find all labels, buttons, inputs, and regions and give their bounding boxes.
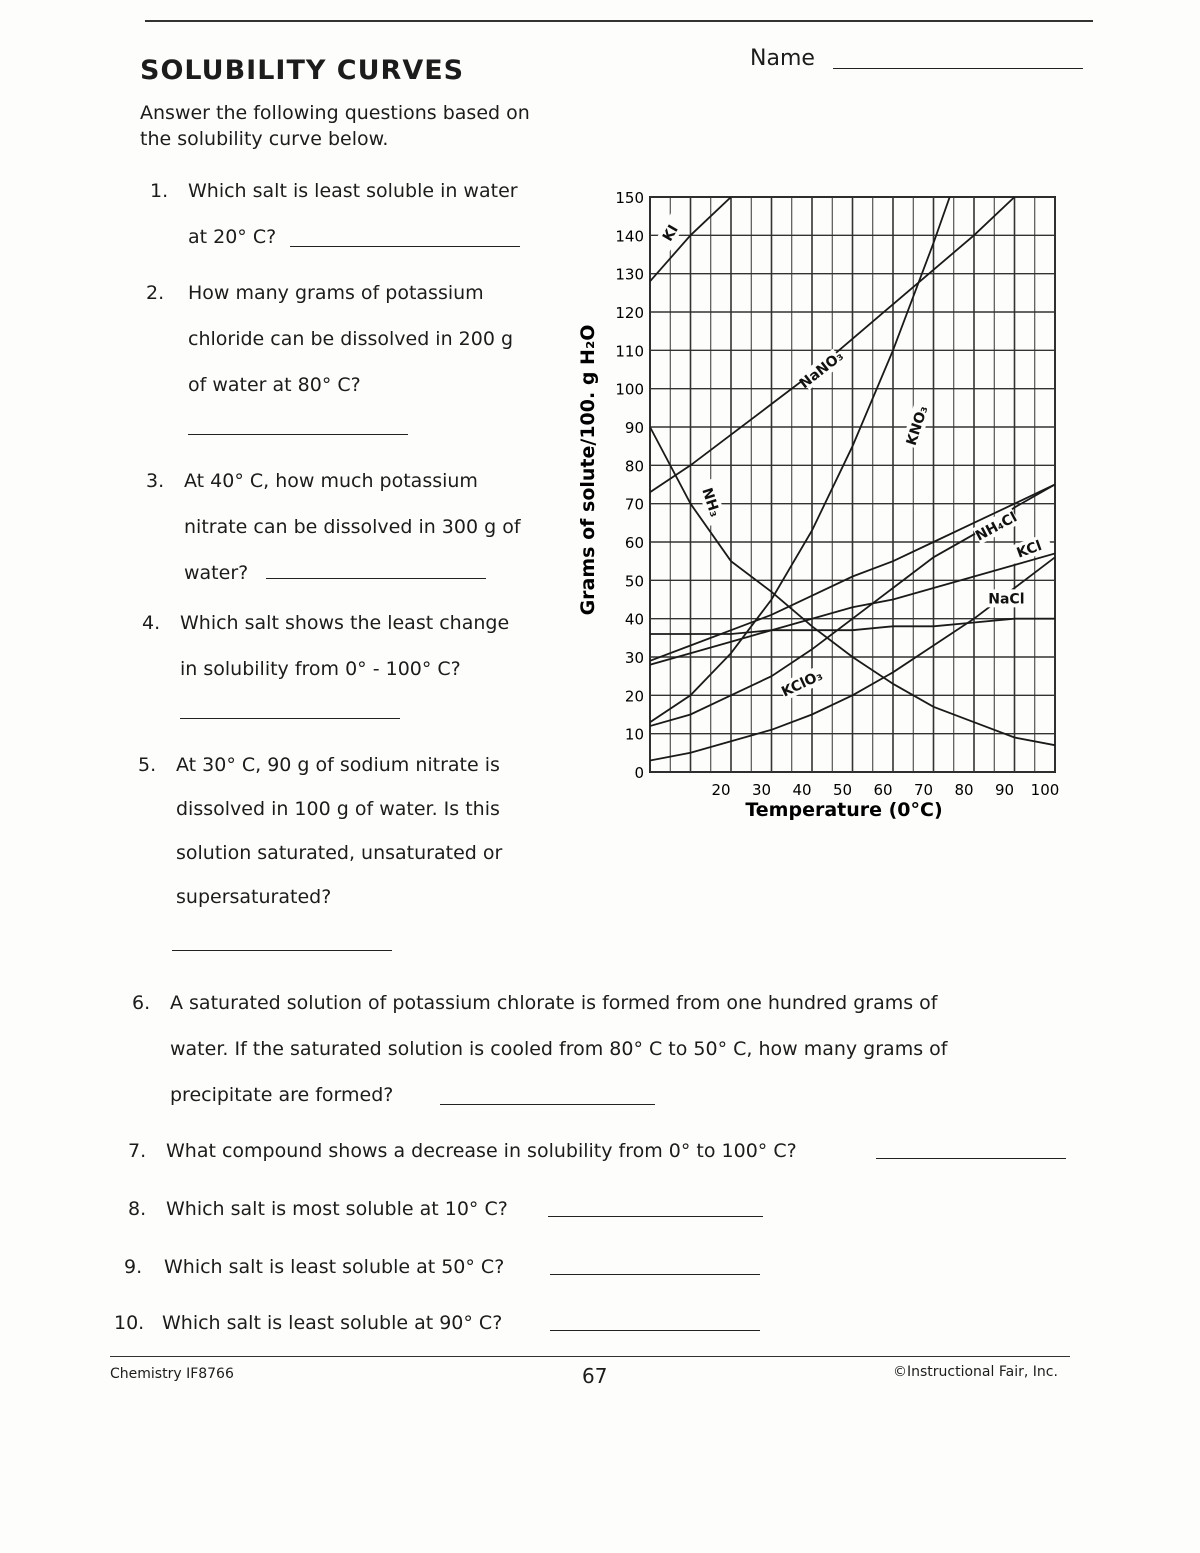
y-tick-label: 30: [624, 649, 644, 667]
question-number: 3.: [146, 470, 165, 492]
question-number: 5.: [138, 754, 157, 776]
series-label: NaCl: [988, 591, 1025, 608]
question-number: 2.: [146, 282, 165, 304]
series-label: KNO₃: [903, 403, 932, 448]
solubility-chart: [560, 180, 1080, 840]
x-tick-label: 40: [792, 781, 812, 799]
series-label: KI: [659, 222, 682, 245]
question-line: of water at 80° C?: [188, 374, 361, 396]
question-line: supersaturated?: [176, 886, 332, 908]
name-answer-line[interactable]: [833, 68, 1083, 69]
x-tick-label: 70: [913, 781, 934, 799]
footer-rule: [110, 1356, 1070, 1357]
intro-text: Answer the following questions based on the solubility curve below.: [140, 102, 530, 150]
series-label: NH₃: [698, 485, 723, 519]
question-line: Which salt shows the least change: [180, 612, 510, 634]
x-axis-label: Temperature (0°C): [745, 799, 943, 821]
question-line: Which salt is least soluble in water: [188, 180, 518, 202]
series-label: NH₄Cl: [972, 509, 1020, 545]
series-label: KCl: [1014, 537, 1044, 562]
question-text: Which salt is least soluble at 90° C?: [162, 1312, 503, 1334]
answer-line[interactable]: [440, 1104, 655, 1105]
y-tick-label: 70: [624, 495, 644, 514]
question-line: At 30° C, 90 g of sodium nitrate is: [176, 754, 500, 776]
question-line: nitrate can be dissolved in 300 g of: [184, 516, 521, 538]
y-tick-label: 20: [624, 687, 644, 706]
question-text: Which salt is most soluble at 10° C?: [166, 1198, 508, 1220]
answer-line[interactable]: [266, 578, 486, 579]
y-tick-label: 80: [624, 457, 644, 476]
x-tick-label: 20: [711, 781, 731, 799]
question-line: A saturated solution of potassium chlorate is formed from one hundred grams of: [170, 992, 938, 1014]
series-label: NaNO₃: [796, 348, 847, 393]
answer-line[interactable]: [550, 1330, 760, 1331]
y-tick-label: 0: [634, 764, 644, 782]
answer-line[interactable]: [188, 434, 408, 435]
y-tick-label: 150: [615, 189, 644, 207]
y-axis-label: Grams of solute/100. g H₂O: [577, 324, 599, 616]
answer-line[interactable]: [548, 1216, 763, 1217]
question-line: in solubility from 0° - 100° C?: [180, 658, 461, 680]
question-number: 10.: [114, 1312, 145, 1334]
question-number: 8.: [128, 1198, 147, 1220]
question-line: at 20° C?: [188, 226, 277, 248]
y-tick-label: 50: [624, 572, 644, 591]
question-line: precipitate are formed?: [170, 1084, 394, 1106]
answer-line[interactable]: [550, 1274, 760, 1275]
x-tick-label: 90: [994, 781, 1015, 799]
question-number: 7.: [128, 1140, 147, 1162]
question-number: 6.: [132, 992, 151, 1014]
name-label: Name: [750, 46, 815, 71]
question-line: chloride can be dissolved in 200 g: [188, 328, 514, 350]
series-label: KClO₃: [779, 667, 826, 701]
footer-right: ©Instructional Fair, Inc.: [893, 1364, 1058, 1380]
question-line: At 40° C, how much potassium: [184, 470, 478, 492]
y-tick-label: 110: [615, 342, 644, 361]
question-line: water?: [184, 562, 249, 584]
answer-line[interactable]: [180, 718, 400, 719]
x-tick-labels: [711, 781, 1059, 799]
y-tick-label: 130: [615, 265, 644, 284]
question-line: dissolved in 100 g of water. Is this: [176, 798, 500, 820]
y-tick-label: 100: [615, 380, 644, 399]
y-tick-label: 120: [615, 304, 644, 322]
x-tick-label: 60: [873, 781, 893, 799]
question-line: solution saturated, unsaturated or: [176, 842, 503, 864]
question-number: 4.: [142, 612, 161, 634]
y-tick-label: 40: [624, 610, 644, 629]
page-title: SOLUBILITY CURVES: [140, 55, 465, 86]
question-number: 1.: [150, 180, 169, 202]
question-number: 9.: [124, 1256, 143, 1278]
y-tick-labels: [615, 189, 644, 782]
x-tick-label: 30: [751, 781, 772, 799]
y-tick-label: 10: [624, 725, 644, 744]
x-tick-label: 80: [954, 781, 974, 799]
x-tick-label: 50: [832, 781, 853, 799]
question-line: water. If the saturated solution is cooled from 80° C to 50° C, how many grams of: [170, 1038, 948, 1060]
page-number: 67: [582, 1364, 608, 1388]
x-tick-label: 100: [1030, 781, 1060, 799]
question-text: Which salt is least soluble at 50° C?: [164, 1256, 505, 1278]
footer-left: Chemistry IF8766: [110, 1366, 234, 1382]
y-tick-label: 60: [624, 534, 644, 552]
answer-line[interactable]: [172, 950, 392, 951]
answer-line[interactable]: [876, 1158, 1066, 1159]
question-text: What compound shows a decrease in solubility from 0° to 100° C?: [166, 1140, 797, 1162]
y-tick-label: 140: [615, 227, 644, 246]
y-tick-label: 90: [624, 419, 644, 437]
top-rule: [145, 20, 1093, 22]
answer-line[interactable]: [290, 246, 520, 247]
question-line: How many grams of potassium: [188, 282, 484, 304]
